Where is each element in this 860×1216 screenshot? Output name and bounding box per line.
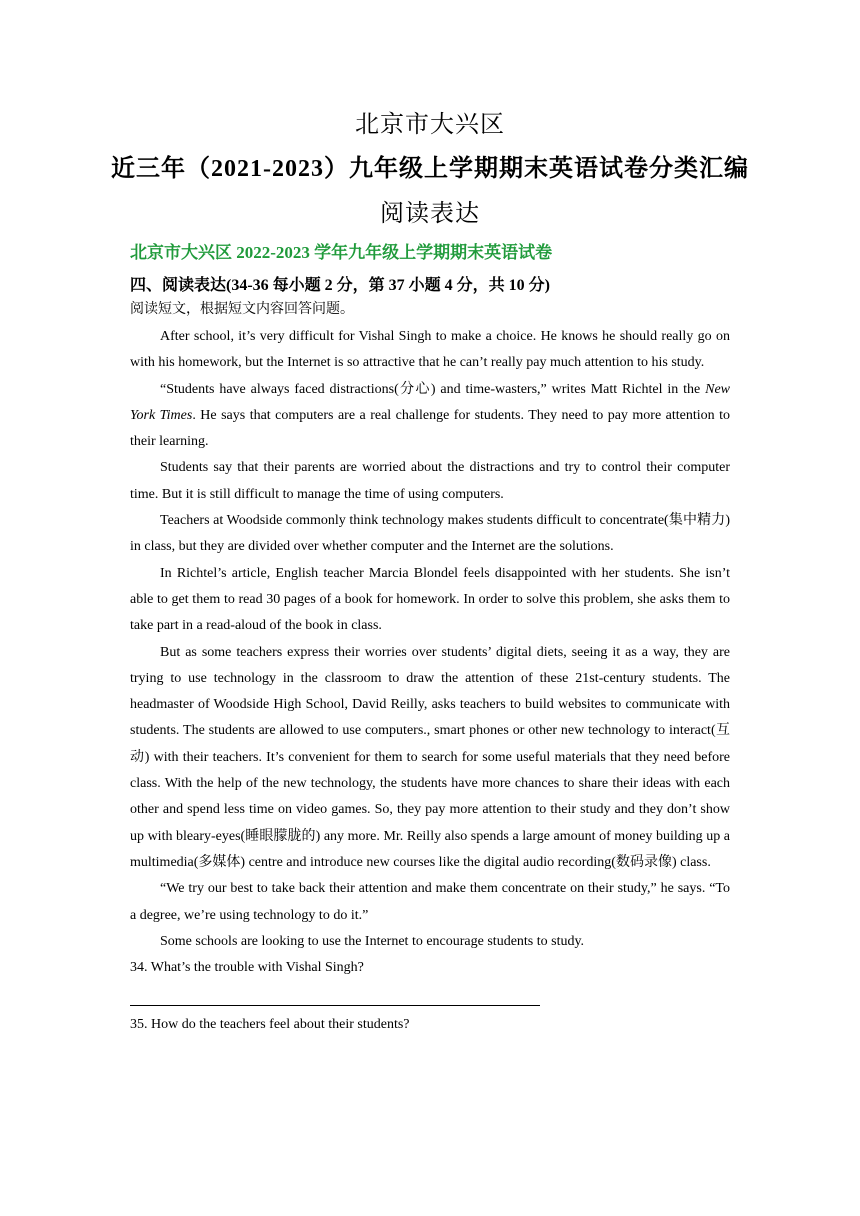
paragraph-5: In Richtel’s article, English teacher Marcia Blondel feels disappointed with her students. She isn’t able to get them to read 30 pages of a book for homework. In order to solve this problem, she asks them to take part in a read-aloud of the book in class. — [130, 565, 730, 634]
header-topic: 阅读表达 — [380, 201, 480, 227]
paragraph-4: Teachers at Woodside commonly think technology makes students difficult to concentrate(集中精力) in class, but they are divided over whether computer and the Internet are the solutions. — [130, 513, 730, 555]
part-heading: 四、阅读表达(34-36 每小题 2 分，第 37 小题 4 分，共 10 分) — [130, 277, 550, 294]
header-region: 北京市大兴区 — [355, 112, 505, 138]
paragraph-8: Some schools are looking to use the Internet to encourage students to study. — [160, 933, 585, 949]
newspaper-name: New York Times — [130, 381, 730, 423]
paragraph-3: Students say that their parents are worried about the distractions and try to control their computer time. But it is still difficult to manage the time of using computers. — [130, 460, 730, 502]
paragraph-6: But as some teachers express their worries over students’ digital diets, seeing it as a way, they are trying to use technology in the classroom to draw the attention of these 21st-century students. The headmaster of Woodside High School, David Reilly, asks teachers to build websites to communicate with students. The students are allowed to use computers., smart phones or other new technology to interact(互动) with their teachers. It’s convenient for them to search for some useful materials that they need before class. With the help of the new technology, the students have more chances to share their ideas with each other and spend less time on video games. So, they pay more attention to their study and they don’t show up with bleary-eyes(睡眼朦胧的) any more. Mr. Reilly also spends a large amount of money building up a multimedia(多媒体) centre and introduce new courses like the digital audio recording(数码录像) class. — [130, 644, 730, 870]
paragraph-2-part-a: “Students have always faced distractions(分心) and time-wasters,” writes Matt Richtel in the — [160, 381, 706, 397]
question-35: 35. How do the teachers feel about their students? — [130, 1017, 410, 1033]
paragraph-2 — [130, 377, 730, 456]
section-title: 北京市大兴区 2022-2023 学年九年级上学期期末英语试卷 — [130, 243, 553, 262]
answer-line-34[interactable] — [130, 1005, 540, 1006]
header-collection-title: 近三年（2021-2023）九年级上学期期末英语试卷分类汇编 — [111, 156, 749, 182]
paragraph-7: “We try our best to take back their attention and make them concentrate on their study,” he says. “To a degree, we’re using technology to do it.” — [130, 881, 730, 923]
paragraph-1: After school, it’s very difficult for Vishal Singh to make a choice. He knows he should really go on with his homework, but the Internet is so attractive that he can’t really pay much attention to his study. — [130, 329, 730, 371]
reading-passage — [130, 324, 730, 1039]
instruction: 阅读短文，根据短文内容回答问题。 — [130, 302, 354, 317]
paragraph-2-part-b: . He says that computers are a real challenge for students. They need to pay more attention to their learning. — [130, 407, 731, 450]
question-34: 34. What’s the trouble with Vishal Singh? — [130, 960, 364, 976]
